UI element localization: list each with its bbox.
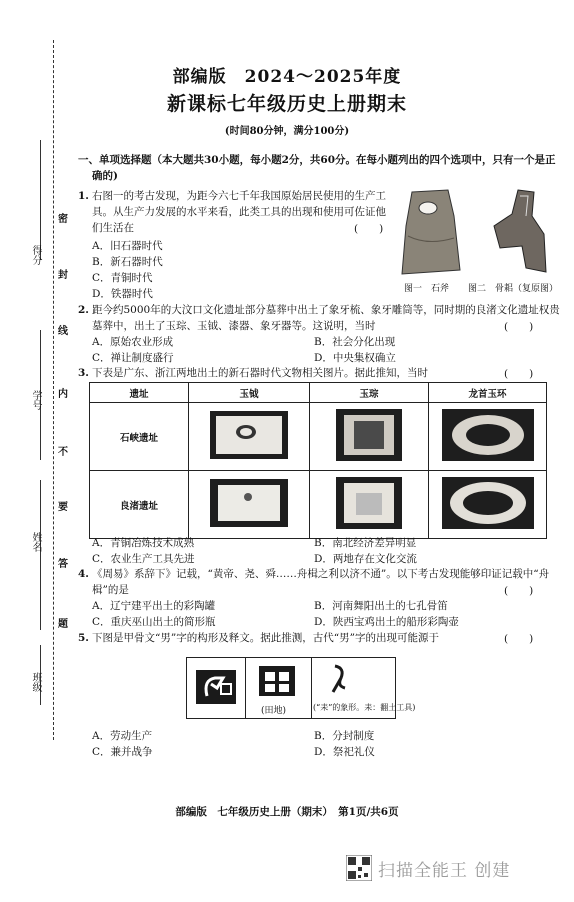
field-student-id: 学号 bbox=[30, 390, 41, 410]
q2-answer-paren[interactable]: ( ) bbox=[504, 321, 534, 333]
seal-char: 要 bbox=[58, 502, 68, 513]
q4-option-a[interactable]: A．辽宁建平出土的彩陶罐 bbox=[92, 600, 216, 612]
bone-spade-image bbox=[488, 186, 552, 278]
page-footer: 部编版 七年级历史上册（期末） 第1页/共6页 bbox=[175, 806, 399, 818]
lei-label: (“耒”的象形。耒：翻土工具) bbox=[313, 703, 416, 712]
seal-char: 题 bbox=[58, 619, 68, 630]
jade-yue-image bbox=[206, 475, 292, 531]
jade-yue-image bbox=[206, 407, 292, 463]
qr-code-icon[interactable] bbox=[346, 855, 372, 881]
table-header: 遗址 bbox=[90, 383, 189, 403]
name-underline bbox=[40, 480, 41, 630]
q1-option-a[interactable]: A．旧石器时代 bbox=[92, 240, 163, 252]
figure1-caption: 图一 石斧 bbox=[404, 284, 450, 294]
q5-option-d[interactable]: D．祭祀礼仪 bbox=[314, 746, 375, 758]
oracle-tian-glyph bbox=[245, 658, 311, 702]
q4-line: 楫”的是 bbox=[92, 584, 129, 596]
q3-option-d[interactable]: D．两地存在文化交流 bbox=[314, 553, 417, 565]
q3-answer-paren[interactable]: ( ) bbox=[504, 368, 534, 380]
q5-answer-paren[interactable]: ( ) bbox=[504, 633, 534, 645]
q4-line: 《周易》系辞下》记载，“黄帝、尧、舜……舟楫之利以济不通”。以下考古发现能够印证记载中“舟 bbox=[92, 568, 550, 580]
oracle-lei-glyph bbox=[311, 658, 395, 702]
page-title: 新课标七年级历史上册期末 bbox=[166, 93, 407, 115]
field-name: 姓名 bbox=[30, 532, 41, 552]
exam-meta: (时间80分钟，满分100分) bbox=[224, 126, 350, 137]
q1-line: 具。从生产力发展的水平来看，此类工具的出现和使用可佐证他 bbox=[92, 206, 386, 218]
jade-cong-image bbox=[326, 475, 412, 531]
binding-dashed-line bbox=[53, 40, 54, 740]
tian-label: (田地) bbox=[261, 706, 287, 716]
table-header: 玉琮 bbox=[310, 383, 429, 403]
q5-option-b[interactable]: B．分封制度 bbox=[314, 730, 375, 742]
q4-answer-paren[interactable]: ( ) bbox=[504, 585, 534, 597]
oracle-nan-glyph bbox=[187, 658, 245, 718]
artifact-table bbox=[89, 382, 547, 539]
q5-line: 下图是甲骨文“男”字的构形及释文。据此推测，古代“男”字的出现可能源于 bbox=[92, 632, 439, 644]
q1-line: 们生活在 bbox=[92, 222, 134, 234]
field-class: 班级 bbox=[30, 672, 41, 692]
q1-option-c[interactable]: C．青铜时代 bbox=[92, 272, 153, 284]
field-score: 得分 bbox=[30, 245, 41, 265]
dragon-ring-image bbox=[438, 407, 538, 463]
seal-char: 封 bbox=[58, 270, 68, 281]
seal-char: 内 bbox=[58, 389, 68, 400]
q4-option-c[interactable]: C．重庆巫山出土的简形瓶 bbox=[92, 616, 216, 628]
score-underline bbox=[40, 140, 41, 260]
seal-char: 密 bbox=[58, 214, 68, 225]
figure2-caption: 图二 骨耜（复原图） bbox=[468, 284, 559, 294]
q5-option-a[interactable]: A．劳动生产 bbox=[92, 730, 153, 742]
q2-line: 墓葬中，出土了玉琮、玉钺、漆器、象牙器等。这说明，当时 bbox=[92, 320, 376, 332]
seal-char: 答 bbox=[58, 559, 68, 570]
scanner-watermark bbox=[346, 853, 510, 883]
oracle-bone-figure bbox=[186, 657, 416, 719]
q5-option-c[interactable]: C．兼并战争 bbox=[92, 746, 153, 758]
q2-option-c[interactable]: C．禅让制度盛行 bbox=[92, 352, 174, 364]
table-header: 龙首玉环 bbox=[429, 383, 547, 403]
q3-number: 3. bbox=[78, 367, 89, 379]
q5-number: 5. bbox=[78, 632, 89, 644]
q2-option-d[interactable]: D．中央集权确立 bbox=[314, 352, 396, 364]
q2-option-a[interactable]: A．原始农业形成 bbox=[92, 336, 174, 348]
q4-number: 4. bbox=[78, 568, 89, 580]
q2-line: 距今约5000年的大汶口文化遗址部分墓葬中出土了象牙梳、象牙雕筒等，同时期的良渚文化遗址权贵 bbox=[92, 304, 560, 316]
q3-option-b[interactable]: B．南北经济差异明显 bbox=[314, 537, 417, 549]
q4-option-b[interactable]: B．河南舞阳出土的七孔骨笛 bbox=[314, 600, 448, 612]
q3-line: 下表是广东、浙江两地出土的新石器时代文物相关图片。据此推知，当时 bbox=[92, 367, 428, 379]
table-row bbox=[90, 471, 547, 539]
q2-number: 2. bbox=[78, 304, 89, 316]
seal-char: 不 bbox=[58, 447, 68, 458]
seal-char: 线 bbox=[58, 326, 68, 337]
q1-option-b[interactable]: B．新石器时代 bbox=[92, 256, 163, 268]
q3-option-c[interactable]: C．农业生产工具先进 bbox=[92, 553, 195, 565]
jade-cong-image bbox=[326, 407, 412, 463]
site-name: 良渚遗址 bbox=[90, 471, 189, 539]
q1-answer-paren[interactable]: ( ) bbox=[354, 223, 384, 235]
q4-option-d[interactable]: D．陕西宝鸡出土的船形彩陶壶 bbox=[314, 616, 459, 628]
section-heading: 一、单项选择题（本大题共30小题，每小题2分，共60分。在每小题列出的四个选项中，只有一个是正 bbox=[78, 154, 556, 166]
table-header: 玉钺 bbox=[189, 383, 310, 403]
q3-option-a[interactable]: A．青铜冶炼技术成熟 bbox=[92, 537, 195, 549]
table-row bbox=[90, 403, 547, 471]
q1-option-d[interactable]: D．铁器时代 bbox=[92, 288, 153, 300]
q1-number: 1. bbox=[78, 190, 89, 202]
q1-line: 右图一的考古发现，为距今六七千年我国原始居民使用的生产工 bbox=[92, 190, 386, 202]
stone-axe-image bbox=[398, 186, 462, 278]
site-name: 石峡遗址 bbox=[90, 403, 189, 471]
edition-line: 部编版 2024～2025年度 bbox=[172, 67, 402, 87]
dragon-ring-image bbox=[438, 475, 538, 531]
q2-option-b[interactable]: B．社会分化出现 bbox=[314, 336, 396, 348]
section-heading-cont: 确的) bbox=[92, 170, 118, 182]
watermark-text: 扫描全能王 创建 bbox=[378, 860, 511, 881]
